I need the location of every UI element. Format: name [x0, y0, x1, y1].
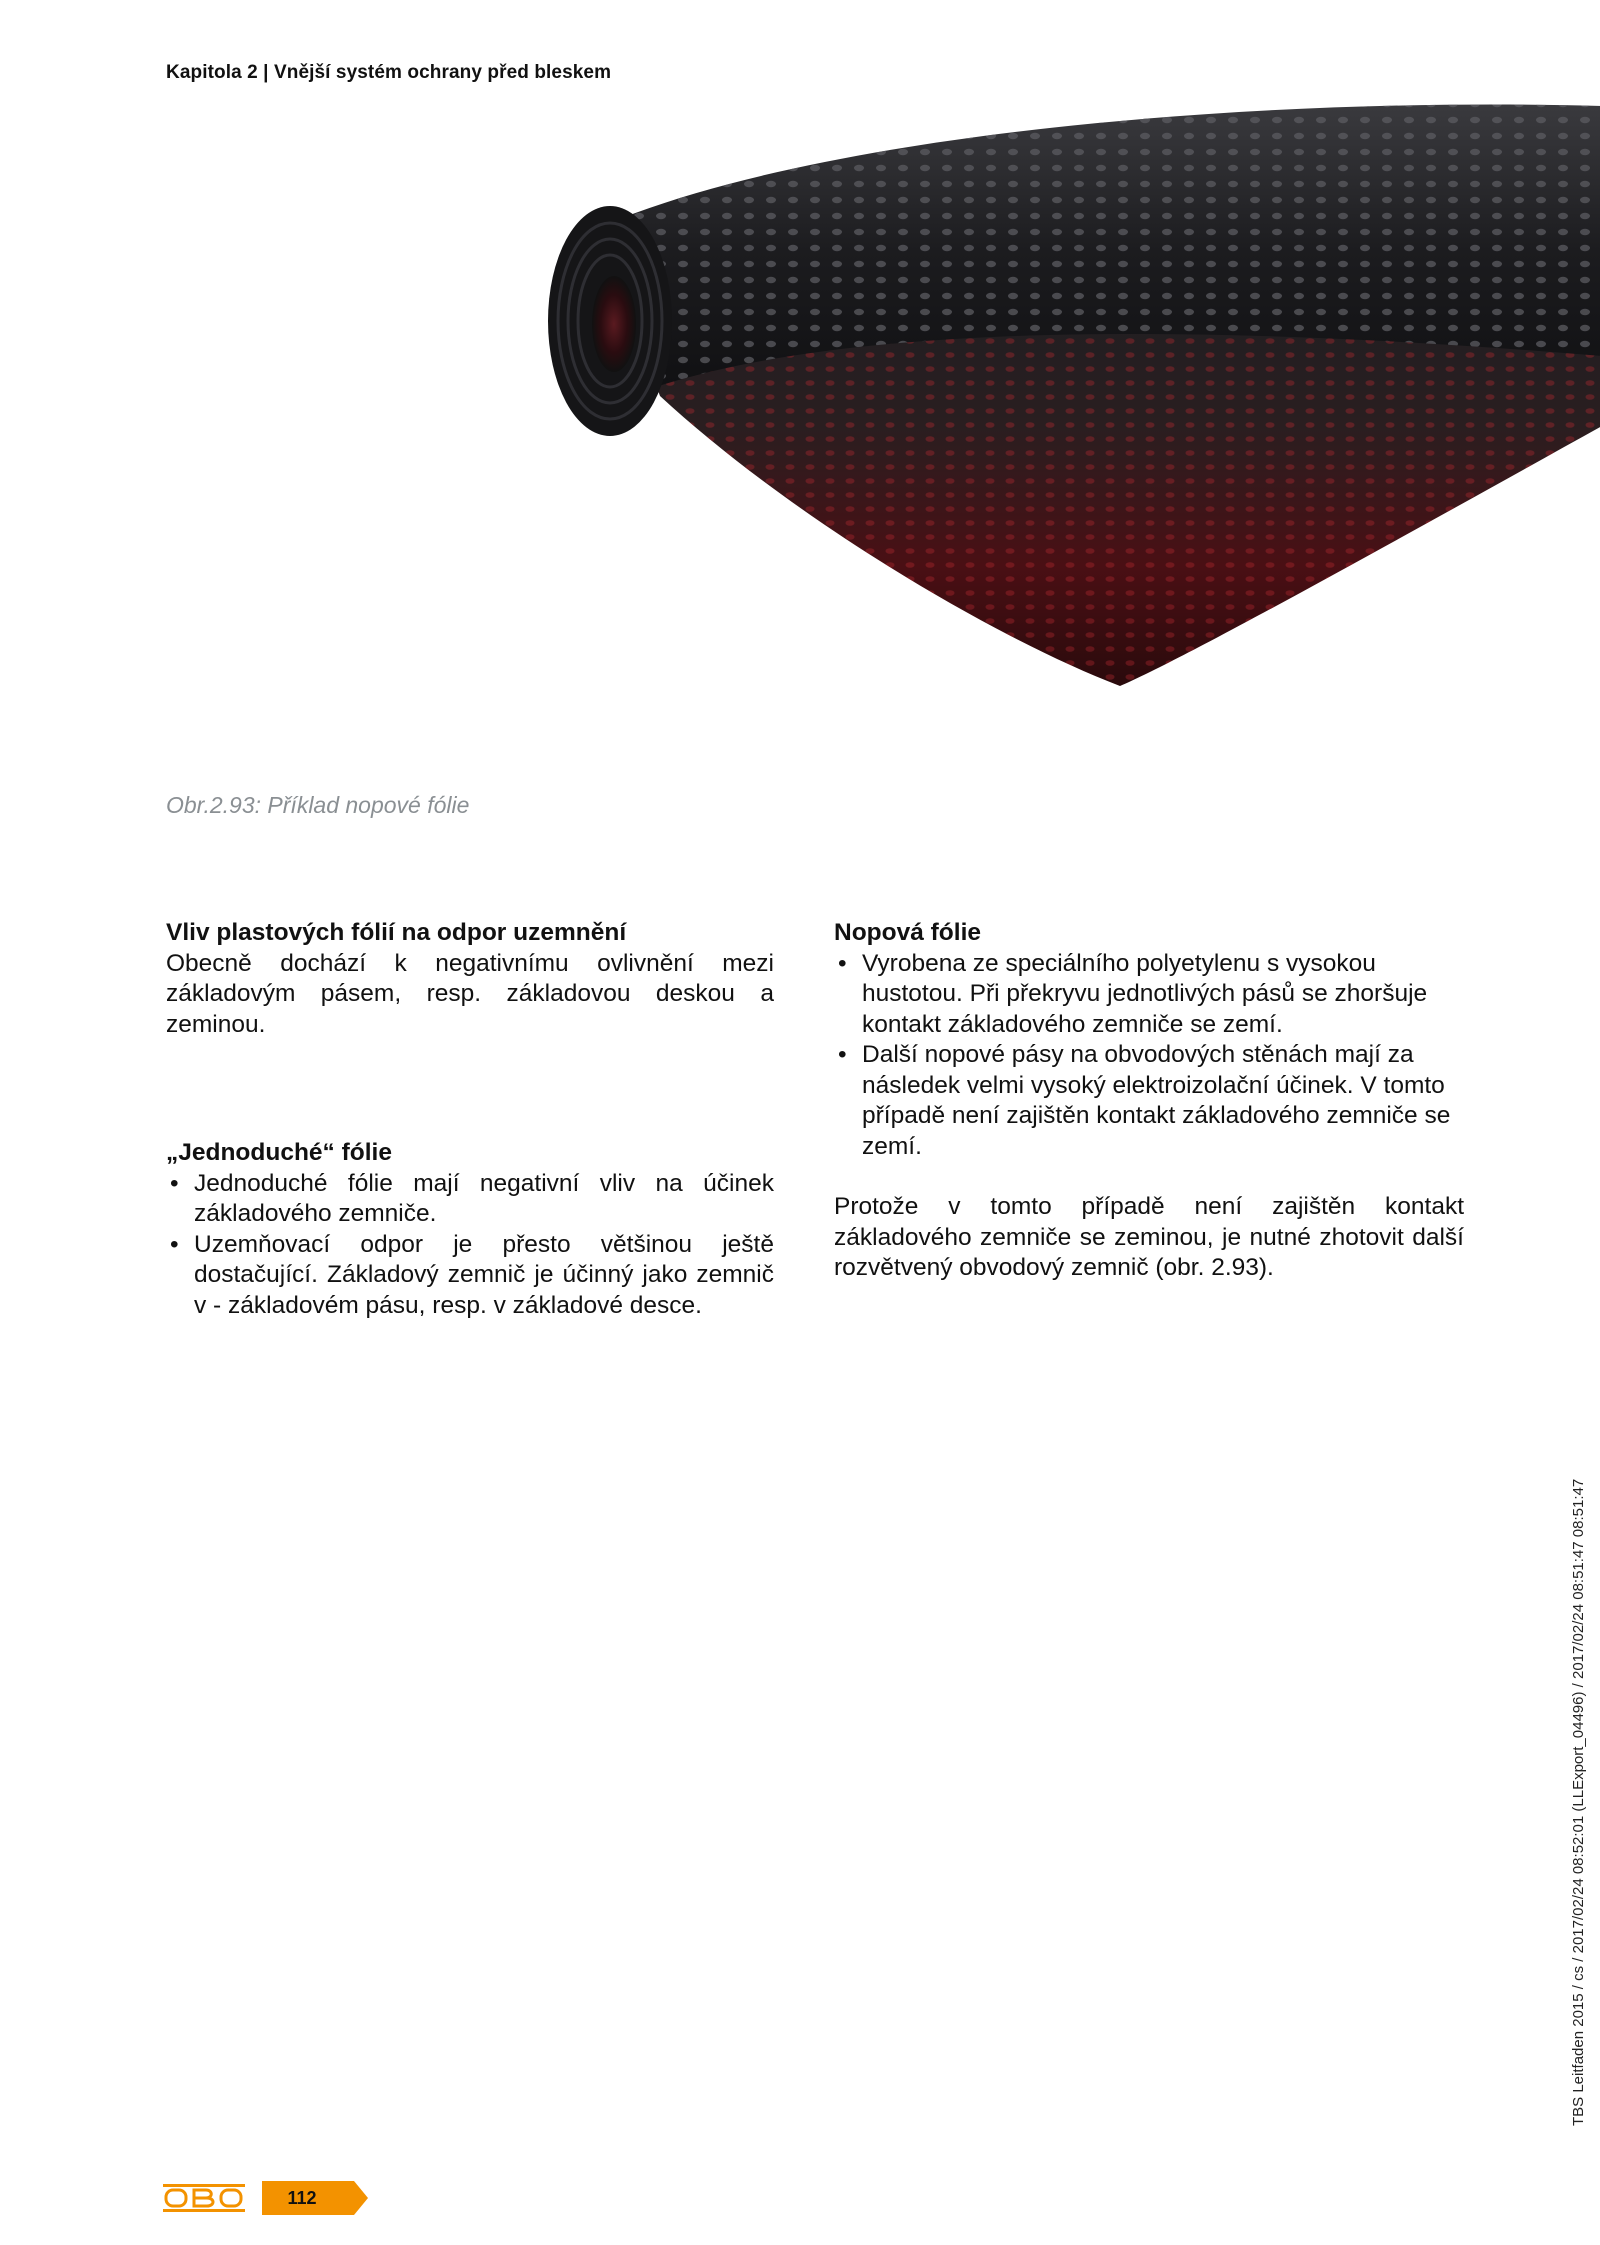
section-heading: „Jednoduché“ fólie [166, 1139, 392, 1166]
section-heading: Nopová fólie [834, 919, 982, 946]
paragraph: Obecně dochází k negativnímu ovlivnění mezi základovým pásem, resp. základovou deskou a zeminou. [166, 949, 774, 1038]
paragraph: Protože v tomto případě není zajištěn kontakt základového zemniče se zeminou, je nutné zhotovit další rozvětvený obvodový zemnič (obr. 2.93). [834, 1193, 1464, 1281]
figure-caption: Obr.2.93: Příklad nopové fólie [166, 792, 470, 818]
list-item: • Uzemňovací odpor je přesto většinou ještě dostačující. Základový zemnič je účinný jako zemnič v - základovém pásu, resp. v základové desce. [166, 1230, 774, 1322]
list-item: • Vyrobena ze speciálního polyetylenu s vysokou hustotou. Při překryvu jednotlivých pásů se zhoršuje kontakt základového zemniče se zemí. [834, 949, 1464, 1041]
export-metadata-text: TBS Leitfaden 2015 / cs / 2017/02/24 08:52:01 (LLExport_04496) / 2017/02/24 08:51:47 08:51:47 [1570, 1478, 1587, 2126]
section-heading: Vliv plastových fólií na odpor uzemnění [166, 919, 627, 946]
page-number: 112 [287, 2188, 317, 2208]
chapter-header: Kapitola 2 | Vnější systém ochrany před bleskem [166, 62, 612, 83]
list-item: • Jednoduché fólie mají negativní vliv na účinek základového zemniče. [166, 1169, 774, 1230]
obo-logo [163, 2183, 245, 2213]
list-item: • Další nopové pásy na obvodových stěnách mají za následek velmi vysoký elektroizolační účinek. V tomto případě není zajištěn kontakt základového zemniče se zemí. [834, 1040, 1464, 1162]
left-column [166, 918, 774, 1321]
bullet-list [166, 1169, 774, 1322]
right-column [834, 918, 1464, 1284]
bullet-list [834, 949, 1464, 1163]
dimpled-membrane-image [540, 96, 1600, 696]
